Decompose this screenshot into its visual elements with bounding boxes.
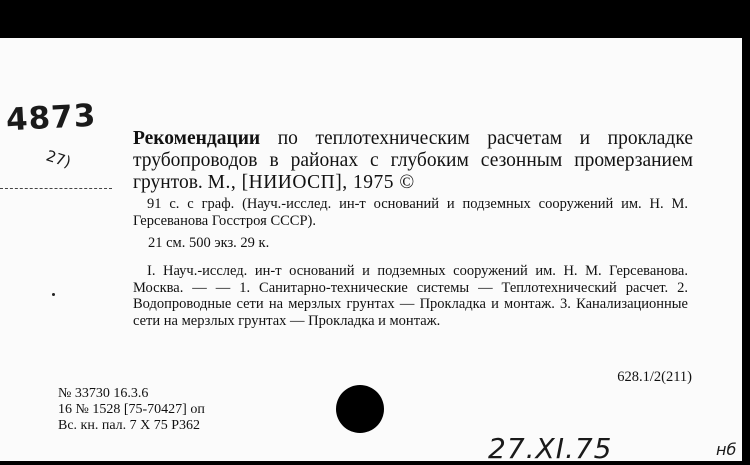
speck <box>52 293 55 296</box>
format-line: 21 см. 500 экз. 29 к. <box>148 235 270 251</box>
title-text: по теплотехническим расчетам и прокладке трубопроводов в районах с глубоким сезонным промерзанием грунтов. <box>133 128 693 193</box>
punch-hole <box>336 385 384 433</box>
card-title <box>133 128 693 194</box>
title-imprint: М., [НИИОСП], 1975 © <box>207 172 415 193</box>
registration-stamp <box>58 386 318 434</box>
title-bold-word: Рекомендации <box>133 128 261 149</box>
handwritten-note: 27) <box>43 146 74 172</box>
stamp-line-1: № 33730 16.3.6 <box>58 386 149 401</box>
handwritten-number: 4873 <box>5 97 98 139</box>
udc-code: 628.1/2(211) <box>617 369 692 385</box>
physical-description: 91 с. с граф. (Науч.-исслед. ин-т оснований и подземных сооружений им. Н. М. Герсеванова Госстроя СССР). <box>133 196 688 229</box>
stamp-line-2: 16 № 1528 [75-70427] оп <box>58 402 205 417</box>
tracings: I. Науч.-исслед. ин-т оснований и подземных сооружений им. Н. М. Герсеванова. Москва. — — 1. Санитарно-технические системы — Теплотехнический расчет. 2. Водопроводные сети на мерзлых грунтах — Прокладка и монтаж. 3. Канализационные сети на мерзлых грунтах — Прокладка и монтаж. <box>133 263 688 329</box>
dashed-line <box>0 188 112 189</box>
handwritten-mark: нб <box>716 440 737 459</box>
scan-edge <box>742 38 750 461</box>
handwritten-date: 27.XI.75 <box>488 432 613 465</box>
stamp-line-3: Вс. кн. пал. 7 X 75 Р362 <box>58 418 201 433</box>
